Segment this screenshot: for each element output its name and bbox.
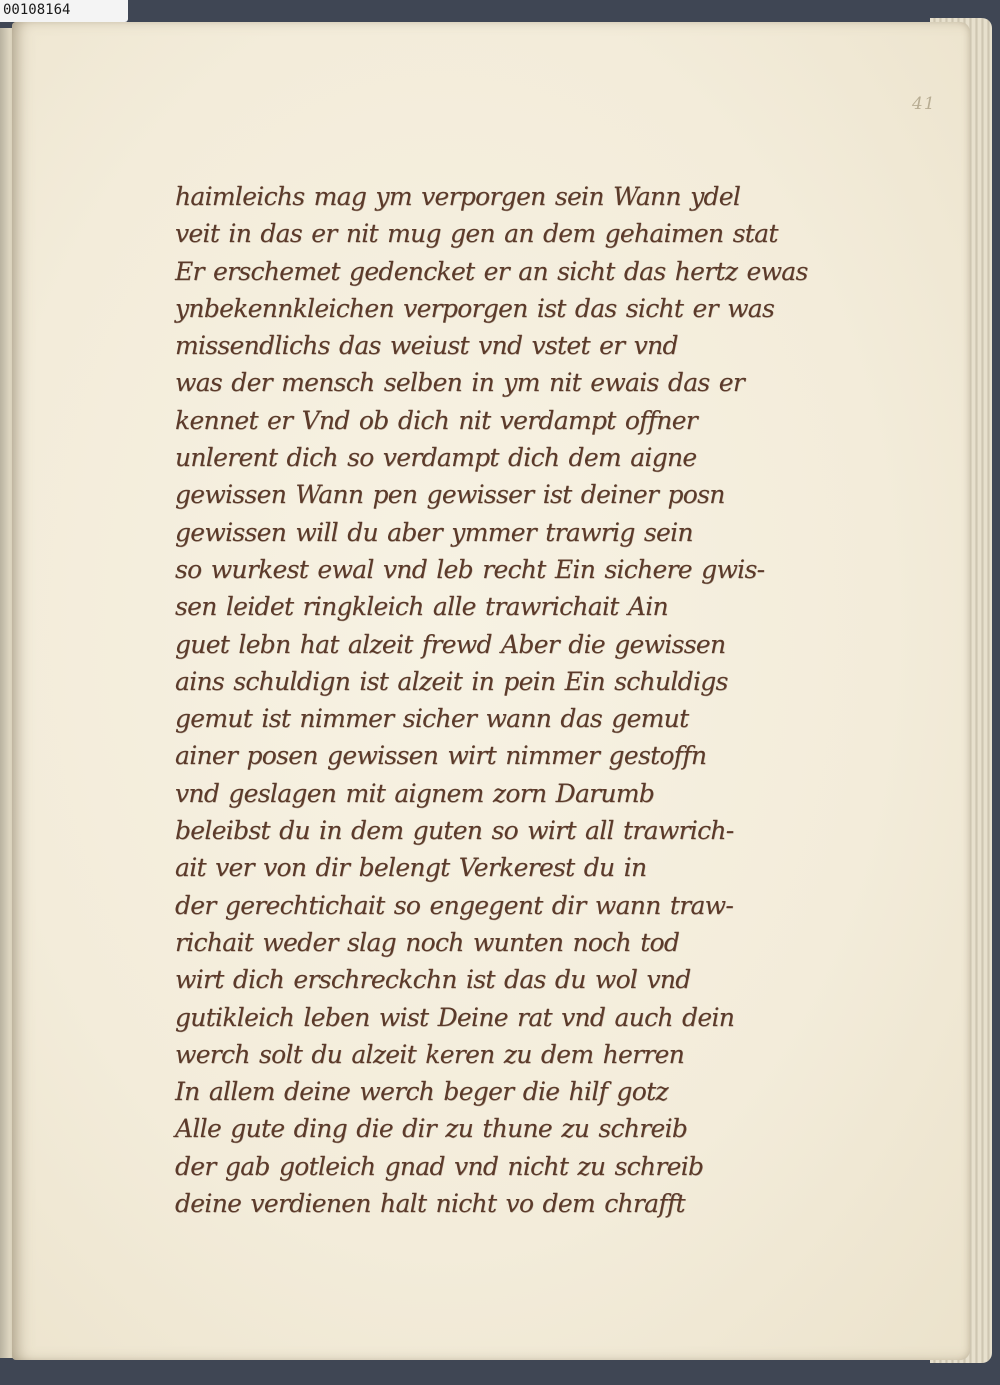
text-line: richait weder slag noch wunten noch tod — [175, 927, 680, 957]
text-line: haimleichs mag ym verporgen sein Wann ydel — [175, 182, 741, 211]
text-line: gemut ist nimmer sicher wann das gemut — [175, 704, 689, 734]
text-line: der gab gotleich gnad vnd nicht zu schreib — [175, 1151, 704, 1181]
text-line: so wurkest ewal vnd leb recht Ein sichere gwis- — [175, 554, 765, 584]
text-line: der gerechtichait so engegent dir wann traw- — [175, 890, 734, 920]
text-line: sen leidet ringkleich alle trawrichait Ain — [175, 592, 668, 622]
text-line: guet lebn hat alzeit frewd Aber die gewissen — [175, 629, 726, 659]
text-line: kennet er Vnd ob dich nit verdampt offner — [175, 405, 698, 435]
text-line: beleibst du in dem guten so wirt all trawrich- — [175, 816, 734, 846]
text-line: ait ver von dir belengt Verkerest du in — [175, 853, 647, 883]
folio-number: 41 — [912, 94, 936, 114]
manuscript-text-block — [175, 178, 835, 1222]
scan-id-label: 00108164 — [0, 0, 128, 22]
text-line: veit in das er nit mug gen an dem gehaimen stat — [175, 219, 778, 249]
text-line: Alle gute ding die dir zu thune zu schreib — [175, 1114, 688, 1144]
text-line: ains schuldign ist alzeit in pein Ein schuldigs — [175, 666, 728, 696]
text-line: missendlichs das weiust vnd vstet er vnd — [175, 331, 678, 361]
text-line: was der mensch selben in ym nit ewais das er — [175, 368, 745, 398]
text-line: ainer posen gewissen wirt nimmer gestoffn — [175, 741, 707, 771]
text-line: gutikleich leben wist Deine rat vnd auch dein — [175, 1002, 735, 1032]
text-line: gewissen Wann pen gewisser ist deiner posn — [175, 480, 725, 510]
text-line: unlerent dich so verdampt dich dem aigne — [175, 443, 697, 473]
text-line: Er erschemet gedencket er an sicht das hertz ewas — [175, 256, 808, 286]
text-line: vnd geslagen mit aignem zorn Darumb — [175, 778, 655, 808]
text-line: ynbekennkleichen verporgen ist das sicht er was — [175, 293, 775, 323]
text-line: werch solt du alzeit keren zu dem herren — [175, 1039, 685, 1069]
text-line: gewissen will du aber ymmer trawrig sein — [175, 517, 693, 547]
text-line: wirt dich erschreckchn ist das du wol vnd — [175, 965, 691, 995]
text-line: deine verdienen halt nicht vo dem chrafft — [175, 1189, 685, 1219]
text-line: In allem deine werch beger die hilf gotz — [175, 1077, 668, 1107]
